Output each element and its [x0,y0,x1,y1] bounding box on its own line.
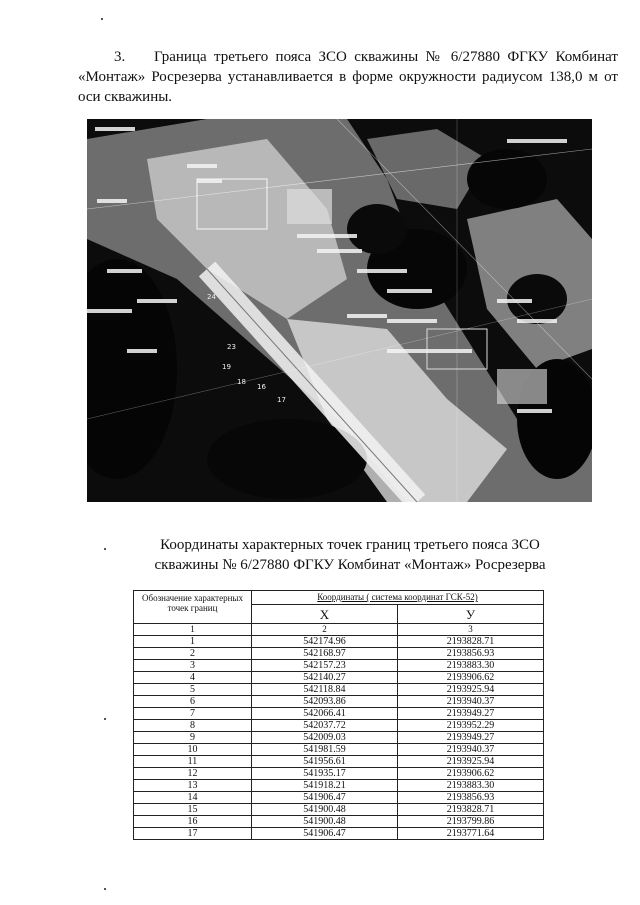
scan-speck [104,548,106,550]
x-coordinate-cell: 542168.97 [252,648,398,660]
section-paragraph [78,47,618,107]
map-label: 16 [257,383,266,391]
caption-line-1: Координаты характерных точек границ третьего пояса ЗСО [160,537,540,553]
scan-speck [104,718,106,720]
x-coordinate-cell: 541906.47 [252,792,398,804]
map-label: 19 [222,363,231,371]
y-coordinate-cell: 2193952.29 [398,720,544,732]
table-row [134,672,544,684]
table-row [134,648,544,660]
map-label: 23 [227,343,236,351]
point-number-cell: 9 [134,732,252,744]
y-coordinate-cell: 2193828.71 [398,804,544,816]
x-coordinate-cell: 542093.86 [252,696,398,708]
map-label: 24 [207,293,216,301]
point-number-cell: 14 [134,792,252,804]
y-coordinate-cell: 2193925.94 [398,684,544,696]
point-number-cell: 6 [134,696,252,708]
table-row [134,708,544,720]
y-coordinate-cell: 2193906.62 [398,672,544,684]
x-coordinate-cell: 542066.41 [252,708,398,720]
y-coordinate-cell: 2193856.93 [398,648,544,660]
map-drawing [87,119,592,502]
header-coordinates: Координаты ( система координат ГСК-52) [252,591,544,605]
table-row [134,696,544,708]
x-coordinate-cell: 541900.48 [252,816,398,828]
y-coordinate-cell: 2193925.94 [398,756,544,768]
table-row [134,768,544,780]
y-coordinate-cell: 2193799.86 [398,816,544,828]
satellite-map-image [87,119,592,502]
table-row [134,732,544,744]
table-row [134,744,544,756]
y-coordinate-cell: 2193883.30 [398,660,544,672]
paragraph-text: Граница третьего пояса ЗСО скважины № 6/27880 ФГКУ Комбинат «Монтаж» Росрезерва устанавливается в форме окружности радиусом 138,0 м от оси скважины. [78,49,618,105]
y-coordinate-cell: 2193949.27 [398,732,544,744]
y-coordinate-cell: 2193949.27 [398,708,544,720]
point-number-cell: 7 [134,708,252,720]
y-coordinate-cell: 2193856.93 [398,792,544,804]
point-number-cell: 15 [134,804,252,816]
point-number-cell: 13 [134,780,252,792]
header-y: У [398,605,544,624]
point-number-cell: 16 [134,816,252,828]
point-number-cell: 2 [134,648,252,660]
point-number-cell: 4 [134,672,252,684]
x-coordinate-cell: 541981.59 [252,744,398,756]
point-number-cell: 1 [134,636,252,648]
map-label: 17 [277,396,286,404]
point-number-cell: 5 [134,684,252,696]
scan-speck [101,18,103,20]
table-row [134,720,544,732]
x-coordinate-cell: 541918.21 [252,780,398,792]
table-row [134,828,544,840]
point-number-cell: 3 [134,660,252,672]
table-row [134,816,544,828]
map-label: 18 [237,378,246,386]
point-number-cell: 11 [134,756,252,768]
table-row [134,792,544,804]
y-coordinate-cell: 2193828.71 [398,636,544,648]
index-cell: 2 [252,624,398,636]
paragraph-number: 3. [114,49,126,65]
table-row [134,804,544,816]
x-coordinate-cell: 541900.48 [252,804,398,816]
table-index-row [134,624,544,636]
y-coordinate-cell: 2193771.64 [398,828,544,840]
header-point-designation: Обозначение характерных точек границ [134,591,252,624]
scan-speck [104,888,106,890]
point-number-cell: 10 [134,744,252,756]
table-row [134,660,544,672]
coordinates-table [133,590,544,840]
table-row [134,756,544,768]
table-row [134,684,544,696]
point-number-cell: 8 [134,720,252,732]
header-x: X [252,605,398,624]
x-coordinate-cell: 542118.84 [252,684,398,696]
x-coordinate-cell: 542037.72 [252,720,398,732]
y-coordinate-cell: 2193940.37 [398,696,544,708]
y-coordinate-cell: 2193940.37 [398,744,544,756]
y-coordinate-cell: 2193906.62 [398,768,544,780]
table-row [134,636,544,648]
x-coordinate-cell: 541906.47 [252,828,398,840]
x-coordinate-cell: 541956.61 [252,756,398,768]
point-number-cell: 12 [134,768,252,780]
x-coordinate-cell: 542157.23 [252,660,398,672]
table-row [134,780,544,792]
x-coordinate-cell: 541935.17 [252,768,398,780]
table-caption [100,535,600,575]
caption-line-2: скважины № 6/27880 ФГКУ Комбинат «Монтаж» Росрезерва [154,557,546,573]
point-number-cell: 17 [134,828,252,840]
y-coordinate-cell: 2193883.30 [398,780,544,792]
index-cell: 3 [398,624,544,636]
x-coordinate-cell: 542140.27 [252,672,398,684]
index-cell: 1 [134,624,252,636]
x-coordinate-cell: 542174.96 [252,636,398,648]
x-coordinate-cell: 542009.03 [252,732,398,744]
